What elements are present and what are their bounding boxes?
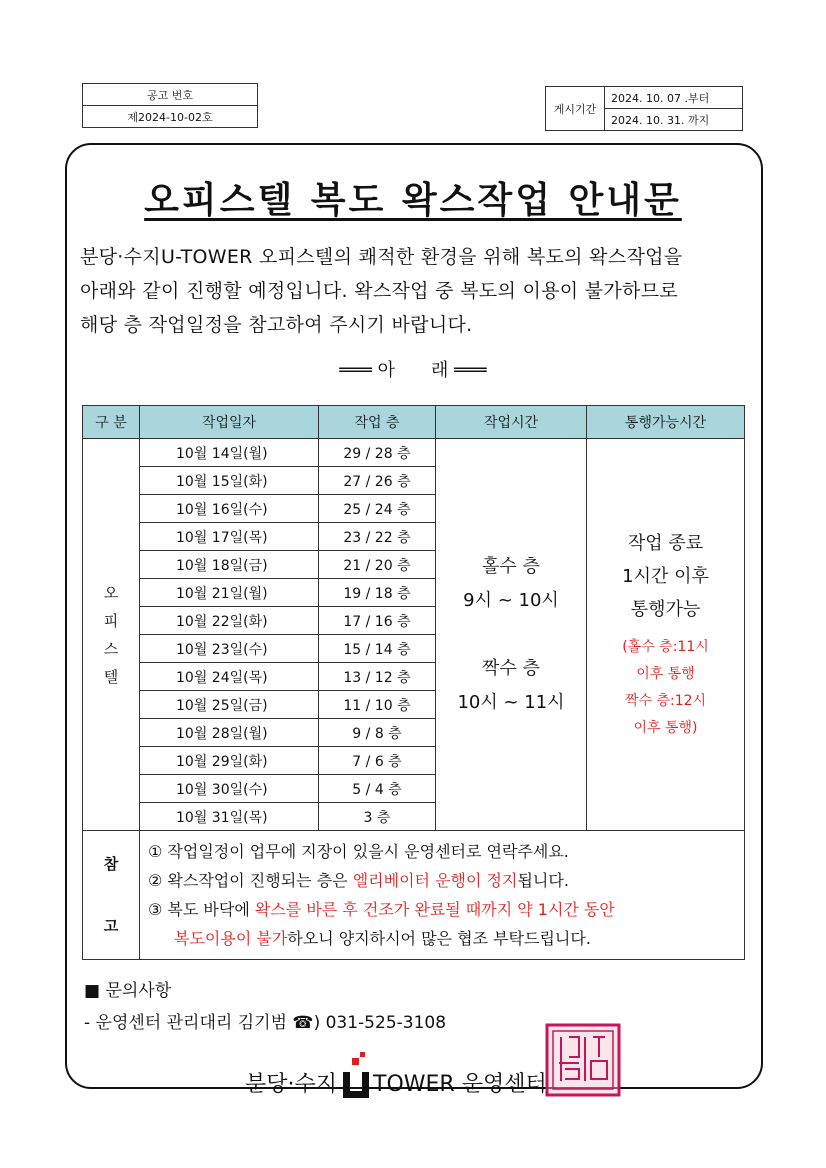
table-header-row [83, 406, 745, 439]
table-row [83, 439, 745, 467]
date-cell: 10월 23일(수) [140, 635, 319, 663]
even-floor-label: 짝수 층 [482, 657, 540, 679]
floor-cell: 19 / 18 층 [319, 579, 436, 607]
footer-logo [245, 1050, 547, 1098]
header-passtime: 통행가능시간 [587, 406, 745, 439]
date-cell: 10월 17일(목) [140, 523, 319, 551]
floor-cell: 3 층 [319, 803, 436, 831]
date-cell: 10월 29일(화) [140, 747, 319, 775]
passtime-cell [587, 439, 745, 831]
period-label: 게시기간 [546, 87, 605, 131]
note-item [148, 895, 736, 924]
category-char: 텔 [103, 667, 119, 686]
odd-floor-label: 홀수 층 [482, 555, 540, 577]
passtime-note-line: 이후 통행 [636, 666, 695, 682]
category-char: 오 [103, 583, 119, 602]
section-heading: ═══ 아 래 ═══ [339, 360, 487, 381]
date-cell: 10월 30일(수) [140, 775, 319, 803]
passtime-line: 통행가능 [630, 599, 701, 620]
posting-period-box [545, 86, 743, 131]
even-floor-time: 10시 ~ 11시 [457, 691, 565, 713]
header-date: 작업일자 [140, 406, 319, 439]
notes-content [140, 831, 745, 960]
note-highlight: 왁스를 바른 후 건조가 완료될 때까지 약 1시간 동안 [254, 900, 615, 919]
note-item [148, 924, 736, 953]
category-char: 스 [103, 639, 119, 658]
date-cell: 10월 14일(월) [140, 439, 319, 467]
intro-line: 분당·수지U-TOWER 오피스텔의 쾌적한 환경을 위해 복도의 왁스작업을 [80, 246, 683, 268]
schedule-table [82, 405, 745, 960]
spacer [436, 618, 586, 652]
note-item: ① 작업일정이 업무에 지장이 있을시 운영센터로 연락주세요. [148, 842, 569, 861]
title-text: 오피스텔 복도 왁스작업 안내문 [144, 180, 682, 221]
passtime-line: 1시간 이후 [622, 566, 709, 587]
floor-cell: 23 / 22 층 [319, 523, 436, 551]
notes-row [83, 831, 745, 960]
floor-cell: 11 / 10 층 [319, 691, 436, 719]
period-end: 2024. 10. 31. 까지 [605, 109, 743, 131]
floor-cell: 17 / 16 층 [319, 607, 436, 635]
u-logo-icon [343, 1058, 369, 1098]
passtime-line: 작업 종료 [627, 533, 704, 554]
date-cell: 10월 21일(월) [140, 579, 319, 607]
floor-cell: 27 / 26 층 [319, 467, 436, 495]
note-text: ③ 복도 바닥에 [148, 900, 255, 919]
floor-cell: 21 / 20 층 [319, 551, 436, 579]
passtime-note-line: 이후 통행) [633, 720, 698, 736]
notice-number: 제2024-10-02호 [83, 106, 258, 128]
note-text: ② 왁스작업이 진행되는 층은 [148, 871, 353, 890]
header-worktime: 작업시간 [436, 406, 587, 439]
floor-cell: 25 / 24 층 [319, 495, 436, 523]
worktime-cell [436, 439, 587, 831]
header-category: 구 분 [83, 406, 140, 439]
floor-cell: 9 / 8 층 [319, 719, 436, 747]
page-title [0, 172, 826, 223]
inquiry-section [84, 975, 446, 1039]
passtime-note-line: 짝수 층:12시 [624, 693, 707, 709]
footer-suffix: TOWER 운영센터 [373, 1072, 547, 1097]
floor-cell: 15 / 14 층 [319, 635, 436, 663]
notice-number-box [82, 83, 258, 128]
notes-label-1: 참 [103, 854, 119, 873]
header-floor: 작업 층 [319, 406, 436, 439]
date-cell: 10월 15일(화) [140, 467, 319, 495]
intro-line: 아래와 같이 진행할 예정입니다. 왁스작업 중 복도의 이용이 불가하므로 [80, 280, 679, 302]
note-highlight: 복도이용이 불가 [174, 929, 288, 948]
odd-floor-time: 9시 ~ 10시 [463, 589, 559, 611]
date-cell: 10월 28일(월) [140, 719, 319, 747]
date-cell: 10월 25일(금) [140, 691, 319, 719]
note-highlight: 엘리베이터 운행이 정지 [352, 871, 518, 890]
inquiry-contact: - 운영센터 관리대리 김기범 ☎) 031-525-3108 [84, 1013, 447, 1033]
intro-paragraph [80, 240, 750, 342]
date-cell: 10월 22일(화) [140, 607, 319, 635]
notes-label-2: 고 [103, 916, 119, 935]
floor-cell: 5 / 4 층 [319, 775, 436, 803]
schedule-body [83, 439, 745, 960]
date-cell: 10월 31일(목) [140, 803, 319, 831]
period-start: 2024. 10. 07 .부터 [605, 87, 743, 109]
note-item [148, 866, 736, 895]
note-text: 하오니 양지하시어 많은 협조 부탁드립니다. [287, 929, 591, 948]
date-cell: 10월 24일(목) [140, 663, 319, 691]
inquiry-heading: ■ 문의사항 [84, 981, 172, 1001]
floor-cell: 29 / 28 층 [319, 439, 436, 467]
category-char: 피 [103, 611, 119, 630]
date-cell: 10월 18일(금) [140, 551, 319, 579]
date-cell: 10월 16일(수) [140, 495, 319, 523]
notice-label: 공고 번호 [83, 84, 258, 106]
category-cell [83, 439, 140, 831]
passtime-note-line: (홀수 층:11시 [622, 639, 709, 655]
footer-prefix: 분당·수지 [245, 1072, 338, 1097]
note-text: 됩니다. [517, 871, 569, 890]
floor-cell: 7 / 6 층 [319, 747, 436, 775]
intro-line: 해당 층 작업일정을 참고하여 주시기 바랍니다. [80, 314, 473, 336]
passtime-note [587, 634, 744, 742]
notes-label [83, 831, 140, 960]
official-seal-icon [545, 1023, 621, 1097]
floor-cell: 13 / 12 층 [319, 663, 436, 691]
